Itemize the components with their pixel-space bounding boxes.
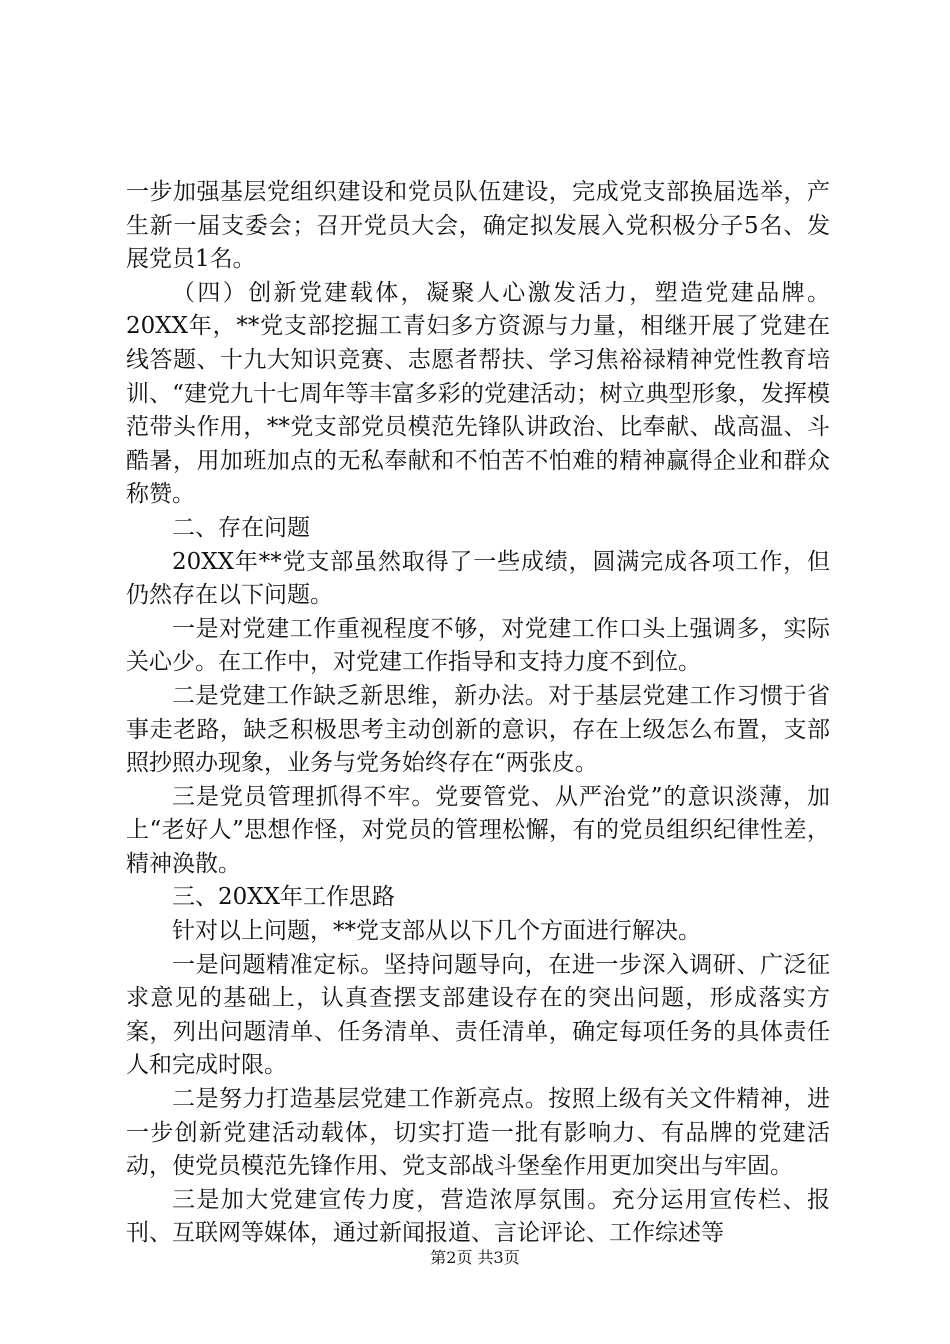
document-body — [126, 176, 830, 1251]
paragraph-continuation: 一步加强基层党组织建设和党员队伍建设，完成党支部换届选举，产生新一届支委会；召开党员大会，确定拟发展入党积极分子5名、发展党员1名。 — [126, 179, 830, 273]
paragraph-problem-3: 三是党员管理抓得不牢。党要管党、从严治党”的意识淡薄，加上“老好人”思想作怪，对党员的管理松懈，有的党员组织纪律性差，精神涣散。 — [126, 783, 830, 877]
heading-existing-problems: 二、存在问题 — [172, 514, 310, 541]
paragraph-idea-1: 一是问题精准定标。坚持问题导向，在进一步深入调研、广泛征求意见的基础上，认真查摆支部建设存在的突出问题，形成落实方案，列出问题清单、任务清单、责任清单，确定每项任务的具体责任人和完成时限。 — [126, 951, 830, 1079]
heading-work-ideas: 三、20XX年工作思路 — [172, 884, 396, 911]
page-footer — [0, 1245, 950, 1268]
paragraph-idea-3: 三是加大党建宣传力度，营造浓厚氛围。充分运用宣传栏、报刊、互联网等媒体，通过新闻报道、言论评论、工作综述等 — [126, 1186, 830, 1247]
paragraph-section-4: （四）创新党建载体，凝聚人心激发活力，塑造党建品牌。20XX年，**党支部挖掘工青妇多方资源与力量，相继开展了党建在线答题、十九大知识竞赛、志愿者帮扶、学习焦裕禄精神党性教育培训、“建党九十七周年等丰富多彩的党建活动；树立典型形象，发挥模范带头作用，**党支部党员模范先锋队讲政治、比奉献、战高温、斗酷暑，用加班加点的无私奉献和不怕苦不怕难的精神赢得企业和群众称赞。 — [126, 279, 830, 508]
paragraph-problems-intro: 20XX年**党支部虽然取得了一些成绩，圆满完成各项工作，但仍然存在以下问题。 — [126, 548, 830, 609]
paragraph-ideas-intro: 针对以上问题，**党支部从以下几个方面进行解决。 — [172, 918, 701, 945]
paragraph-problem-2: 二是党建工作缺乏新思维，新办法。对于基层党建工作习惯于省事走老路，缺乏积极思考主动创新的意识，存在上级怎么布置，支部照抄照办现象，业务与党务始终存在“两张皮。 — [126, 682, 830, 777]
page-number-label: 第2页 共3页 — [430, 1248, 520, 1267]
paragraph-problem-1: 一是对党建工作重视程度不够，对党建工作口头上强调多，实际关心少。在工作中，对党建工作指导和支持力度不到位。 — [126, 615, 830, 676]
paragraph-idea-2: 二是努力打造基层党建工作新亮点。按照上级有关文件精神，进一步创新党建活动载体，切实打造一批有影响力、有品牌的党建活动，使党员模范先锋作用、党支部战斗堡垒作用更加突出与牢固。 — [126, 1086, 830, 1180]
